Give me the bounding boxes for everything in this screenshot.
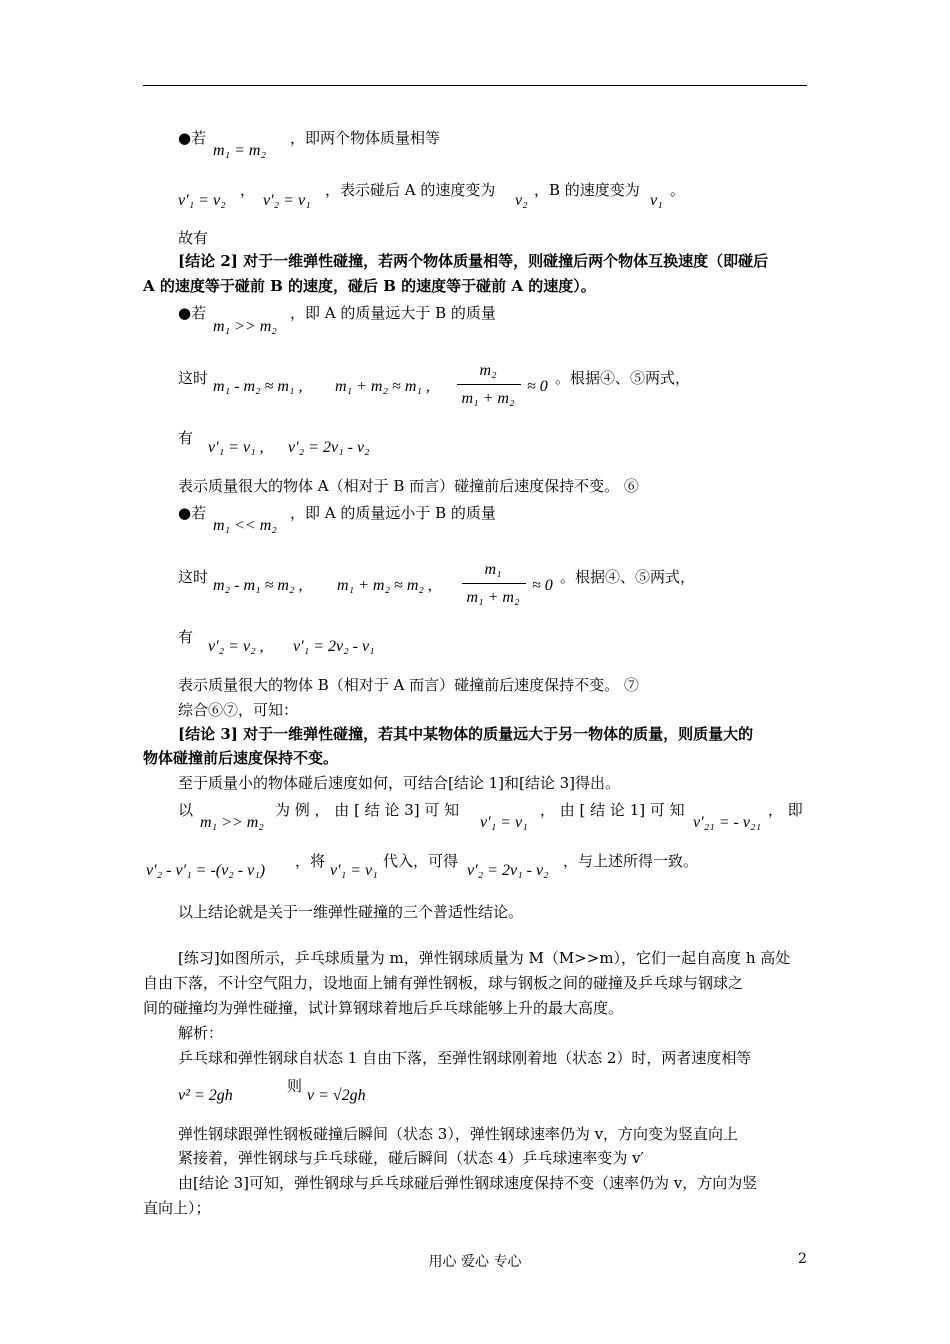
approx-zero-2: ≈ 0 <box>532 577 553 594</box>
solution-line5: 直向上）； <box>143 1199 211 1217</box>
eq-v-sqrt: v = √2gh <box>307 1087 366 1104</box>
eq-v1p-2v2-v1: v′₁ = 2v₂ - v₁ <box>293 638 375 655</box>
conclusion-3-line1: [结论 3] 对于一维弹性碰撞，若其中某物体的质量远大于另一物体的质量，则质量大的 <box>178 725 754 743</box>
text-have: 有 <box>178 429 194 447</box>
text-have-2: 有 <box>178 628 194 646</box>
frac-num: m₂ <box>479 362 497 379</box>
page-number: 2 <box>798 1251 807 1267</box>
eq-sum-approx-2: m₁ + m₂ ≈ m₂ , <box>337 577 432 594</box>
eq-relative-velocity: v′₂ - v′₁ = -(v₂ - v₁) <box>146 862 266 879</box>
conclusion-2-line1: [结论 2] 对于一维弹性碰撞，若两个物体质量相等，则碰撞后两个物体互换速度（即碰后 <box>178 252 769 270</box>
eq-v2-2gh: v² = 2gh <box>178 1087 233 1104</box>
period: 。 <box>670 181 686 199</box>
fraction-bar-2 <box>462 583 526 584</box>
eq-v1p-v1-b: v′₁ = v₁ <box>480 814 528 831</box>
footer-slogan: 用心 爱心 专心 <box>428 1254 522 1270</box>
eq-m1-eq-m2: m₁ = m₂ <box>213 142 267 159</box>
eq-v2p-2v1-v2-b: v′₂ = 2v₁ - v₂ <box>467 862 549 879</box>
text-by-c3: 为 例 ， 由 [ 结 论 3] 可 知 <box>275 801 460 819</box>
text-then: 这时 <box>178 369 209 387</box>
text-equal-mass: ，即两个物体质量相等 <box>290 129 441 147</box>
text-by-eqs: 。根据④、⑤两式， <box>555 369 691 387</box>
conclusion-2-line2: A 的速度等于碰前 B 的速度，碰后 B 的速度等于碰前 A 的速度）。 <box>143 277 596 295</box>
eq-v2p-v2: v′₂ = v₂ , <box>208 638 264 655</box>
text-get: 代入，可得 <box>383 852 459 870</box>
exercise-line2: 自由下落，不计空气阻力，设地面上铺有弹性钢板，球与钢板之间的碰撞及乒乓球与钢球之 <box>143 974 744 992</box>
bullet-a-much-smaller: ●若 <box>178 504 207 522</box>
text-by-c1: ， 由 [ 结 论 1] 可 知 <box>540 801 685 819</box>
solution-line1: 乒乓球和弹性钢球自状态 1 自由下落，至弹性钢球刚着地（状态 2）时，两者速度相等 <box>178 1049 752 1067</box>
exercise-line1: [练习]如图所示，乒乓球质量为 m，弹性钢球质量为 M（M>>m），它们一起自高度 h 高处 <box>178 949 791 967</box>
frac-num-2: m₁ <box>484 561 502 578</box>
eq-sum-approx: m₁ + m₂ ≈ m₁ , <box>335 378 430 395</box>
sym-v2: v₂ <box>515 192 528 209</box>
text-result-6: 表示质量很大的物体 A（相对于 B 而言）碰撞前后速度保持不变。 ⑥ <box>178 477 639 495</box>
eq-m1-gg-m2: m₁ >> m₂ <box>213 318 277 335</box>
eq-m1-ll-m2: m₁ << m₂ <box>213 517 277 534</box>
sym-v1: v₁ <box>650 192 663 209</box>
text-summary: 以上结论就是关于一维弹性碰撞的三个普适性结论。 <box>178 903 524 921</box>
eq-diff-approx: m₁ - m₂ ≈ m₁ , <box>213 378 303 395</box>
text-a-much-smaller: ，即 A 的质量远小于 B 的质量 <box>290 504 496 522</box>
approx-zero: ≈ 0 <box>527 378 548 395</box>
text-combine: 综合⑥⑦，可知： <box>178 701 299 719</box>
solution-label: 解析： <box>178 1024 224 1042</box>
eq-v1p-v1-c: v′₁ = v₁ <box>330 862 378 879</box>
comma: ， <box>240 181 256 199</box>
text-result-7: 表示质量很大的物体 B（相对于 A 而言）碰撞前后速度保持不变。 ⑦ <box>178 676 639 694</box>
eq-v1p-v1: v′₁ = v₁ , <box>208 439 264 456</box>
eq-v21p: v′₂₁ = - v₂₁ <box>693 814 762 831</box>
eq-v2p-eq-v1: v′₂ = v₁ <box>263 192 311 209</box>
text-therefore: 故有 <box>178 229 209 247</box>
conclusion-3-line2: 物体碰撞前后速度保持不变。 <box>143 749 339 767</box>
exercise-line3: 间的碰撞均为弹性碰撞，试计算钢球着地后乒乓球能够上升的最大高度。 <box>143 999 624 1017</box>
bullet-equal-mass: ●若 <box>178 129 207 147</box>
frac-den: m₁ + m₂ <box>461 390 515 407</box>
text-then-3: 则 <box>287 1077 303 1095</box>
text-smaller-mass: 至于质量小的物体碰后速度如何，可结合[结论 1]和[结论 3]得出。 <box>178 774 621 792</box>
text-consistent: ，与上述所得一致。 <box>563 852 699 870</box>
fraction-bar <box>457 384 521 385</box>
text-b-velocity: ，B 的速度变为 <box>534 181 640 199</box>
eq-diff-approx-2: m₂ - m₁ ≈ m₂ , <box>213 577 303 594</box>
eq-v2p-2v1-v2: v′₂ = 2v₁ - v₂ <box>288 439 370 456</box>
text-substitute: ，将 <box>295 852 326 870</box>
eq-m1-gg-m2-b: m₁ >> m₂ <box>200 814 264 831</box>
solution-line3: 紧接着，弹性钢球与乒乓球碰，碰后瞬间（状态 4）乒乓球速率变为 v′ <box>178 1149 644 1167</box>
text-then-2: 这时 <box>178 568 209 586</box>
solution-line2: 弹性钢球跟弹性钢板碰撞后瞬间（状态 3），弹性钢球速率仍为 v，方向变为竖直向上 <box>178 1125 739 1143</box>
frac-den-2: m₁ + m₂ <box>466 589 520 606</box>
bullet-a-much-larger: ●若 <box>178 304 207 322</box>
text-after-collision-a: ，表示碰后 A 的速度变为 <box>325 181 496 199</box>
text-a-much-larger: ，即 A 的质量远大于 B 的质量 <box>290 304 496 322</box>
eq-v1p-eq-v2: v′₁ = v₂ <box>178 192 226 209</box>
text-by-eqs-2: 。根据④、⑤两式， <box>560 568 696 586</box>
text-i-e: ， 即 <box>768 801 803 819</box>
solution-line4: 由[结论 3]可知，弹性钢球与乒乓球碰后弹性钢球速度保持不变（速率仍为 v，方向为竖 <box>178 1174 758 1192</box>
header-rule <box>143 85 807 86</box>
text-take: 以 <box>178 801 194 819</box>
